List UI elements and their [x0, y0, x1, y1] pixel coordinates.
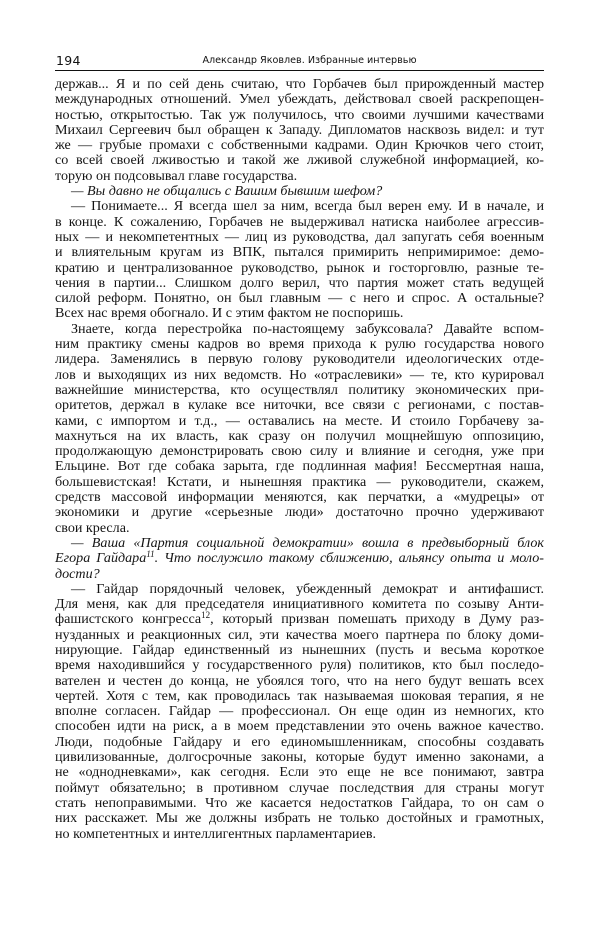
text-line: [55, 261, 544, 276]
text-line: [55, 475, 544, 490]
line-text: свои кресла.: [55, 519, 130, 536]
text-line: [55, 551, 544, 566]
text-line: [55, 628, 544, 643]
line-text: силой реформ. Понятно, он был главным — с него и спрос. А остальные?: [55, 290, 544, 307]
line-text: экономики и другие «серьезные люди» достаточно прочно удерживают: [55, 504, 544, 521]
line-text: оритетов, держал в кулаке все ниточки, все связи с регионами, с постав-: [55, 397, 544, 414]
line-text: ностью, открытостью. Так уж получилось, что своими лучшими качествами: [55, 106, 544, 123]
text-line: [55, 444, 544, 459]
line-text: способен идти на риск, а в моем представлении это очень важное качество.: [55, 718, 544, 735]
text-line: [55, 735, 544, 750]
book-page: [55, 52, 544, 842]
line-text: Михаил Сергеевич был обращен к Западу. Дипломатов насквозь видел: и тут: [55, 121, 544, 138]
text-line: [55, 490, 544, 505]
line-text: цивилизованные, долгосрочные законы, которые будут именно законами, а: [55, 749, 544, 766]
line-text: махнуться на их власть, как сразу он получил мощнейшую оппозицию,: [55, 427, 544, 444]
text-line: [55, 92, 544, 107]
line-text: международных отношений. Умел убеждать, действовал своей раскрепощен-: [55, 91, 544, 108]
text-line: [55, 582, 544, 597]
line-text: большевистская! Кстати, и нынешняя практика — руководители, скажем,: [55, 473, 544, 490]
line-text: в конце. К сожалению, Горбачев не выдерживал натиска наиболее агрессив-: [55, 213, 544, 230]
text-line: [55, 643, 544, 658]
text-line: [55, 245, 544, 260]
running-title: Александр Яковлев. Избранные интервью: [202, 55, 417, 66]
body-text: [55, 77, 544, 842]
text-line: [55, 291, 544, 306]
text-line: [55, 276, 544, 291]
text-line: [55, 322, 544, 337]
line-text: поймут обязательно; в противном случае последствия для страны могут: [55, 779, 544, 796]
text-line: [55, 505, 544, 520]
footnote-ref: 12: [201, 610, 211, 621]
text-line: [55, 827, 544, 842]
line-text: дости?: [55, 565, 100, 582]
line-text: Люди, подобные Гайдару и его единомышленникам, способны создавать: [55, 733, 544, 750]
text-line: [55, 658, 544, 673]
line-text-cont: . Что послужило такому сближению, альянсу опыта и моло-: [154, 550, 544, 567]
text-line: [55, 765, 544, 780]
line-text: со всей своей лживостью и такой же лживой служебной информацией, ко-: [55, 152, 544, 169]
text-line: [55, 459, 544, 474]
text-line: [55, 352, 544, 367]
line-text: держав... Я и по сей день считаю, что Горбачев был прирожденный мастер: [55, 76, 544, 92]
line-text: — Ваша «Партия социальной демократии» вошла в предвыборный блок: [71, 534, 544, 551]
line-text: ками, с импортом и т.д., — оставались на месте. И стоило Горбачеву за-: [55, 412, 544, 429]
text-line: [55, 398, 544, 413]
page-number: 194: [56, 53, 81, 68]
line-text: чертей. Хотя с тем, как проводилась так называемая шоковая терапия, я не: [55, 687, 544, 704]
line-text: же — грубые промахи с собственными кадрами. Один Крючков чего стоит,: [55, 137, 544, 154]
line-text: и влиятельным кругам из ВПК, пытался примирить непримиримое: демо-: [55, 244, 544, 261]
text-line: [55, 689, 544, 704]
line-text: — Вы давно не общались с Вашим бывшим шефом?: [71, 183, 383, 200]
line-text: лидера. Заменялись в первую голову руководители идеологических отде-: [55, 351, 544, 368]
text-line: [55, 414, 544, 429]
line-text: Для меня, как для председателя инициативного комитета по созыву Анти-: [55, 596, 544, 613]
line-text: не «однодневками», как сегодня. Если это еще не все понимают, завтра: [55, 764, 544, 781]
line-text: — Понимаете... Я всегда шел за ним, всегда был верен ему. И в начале, и: [71, 198, 544, 215]
text-line: [55, 230, 544, 245]
text-line: [55, 796, 544, 811]
line-text: важнейшие министерства, кто осуществлял политику экономических при-: [55, 381, 544, 398]
text-line: [55, 704, 544, 719]
line-text-cont: , который призван помешать приходу в Думу раз-: [210, 611, 544, 628]
line-text: но компетентных и интеллигентных парламентариев.: [55, 825, 377, 842]
text-line: [55, 719, 544, 734]
text-line: [55, 781, 544, 796]
text-line: [55, 674, 544, 689]
text-line: [55, 521, 544, 536]
line-text: ним практику смены кадров во время прихода к рулю государства нового: [55, 336, 544, 353]
text-line: [55, 429, 544, 444]
text-line: [55, 306, 544, 321]
page-header: [55, 52, 544, 71]
text-line: [55, 138, 544, 153]
line-text: торую он подсовывал главе государства.: [55, 167, 298, 184]
text-line: [55, 567, 544, 582]
line-text: ных — и некомпетентных — лиц из руководства, дал запугать себя военным: [55, 228, 544, 245]
text-line: [55, 811, 544, 826]
text-line: [55, 215, 544, 230]
line-text: вателен и честен до конца, не убоялся того, что на него будут вешать всех: [55, 672, 544, 689]
line-text: чения в партии... Слишком долго верил, что партия может стать ведущей: [55, 274, 544, 291]
line-text: Ельцине. Вот где собака зарыта, где подлинная мафия! Бессмертная наша,: [55, 458, 544, 475]
text-line: [55, 184, 544, 199]
line-text: вполне согласен. Гайдар — профессионал. Он еще один из немногих, кто: [55, 703, 544, 720]
line-text: стать непоправимыми. Что же касается недостатков Гайдара, то он сам о: [55, 794, 544, 811]
text-line: [55, 337, 544, 352]
text-line: [55, 169, 544, 184]
line-text: Егора Гайдара: [55, 550, 147, 567]
text-line: [55, 77, 544, 92]
text-line: [55, 199, 544, 214]
line-text: продолжающую демонстрировать свою силу и влияние и сегодня, уже при: [55, 443, 544, 460]
text-line: [55, 536, 544, 551]
line-text: фашистского конгресса: [55, 611, 202, 628]
text-line: [55, 612, 544, 627]
footnote-ref: 11: [146, 549, 155, 560]
text-line: [55, 108, 544, 123]
line-text: — Гайдар порядочный человек, убежденный демократ и антифашист.: [71, 580, 544, 597]
line-text: Знаете, когда перестройка по-настоящему забуксовала? Давайте вспом-: [71, 320, 544, 337]
line-text: лов и выходящих из них ведомств. Но «отраслевики» — те, кто курировал: [55, 366, 544, 383]
line-text: кратию и централизованное руководство, рынок и госторговлю, разные те-: [55, 259, 544, 276]
line-text: нирующие. Гайдар единственный из нынешних (пусть и весьма короткое: [55, 641, 544, 658]
text-line: [55, 750, 544, 765]
line-text: время находившийся у государственного руля) политиков, кто был последо-: [55, 657, 544, 674]
text-line: [55, 123, 544, 138]
text-line: [55, 153, 544, 168]
text-line: [55, 383, 544, 398]
line-text: них расскажет. Мы же должны избрать не только достойных и грамотных,: [55, 810, 544, 827]
line-text: средств массовой информации меняются, как перчатки, а «мудрецы» от: [55, 489, 544, 506]
line-text: нузданных и реакционных сил, эти качества моего партнера по блоку доми-: [55, 626, 544, 643]
line-text: Всех нас время обогнало. И с этим фактом не поспоришь.: [55, 305, 404, 322]
text-line: [55, 368, 544, 383]
